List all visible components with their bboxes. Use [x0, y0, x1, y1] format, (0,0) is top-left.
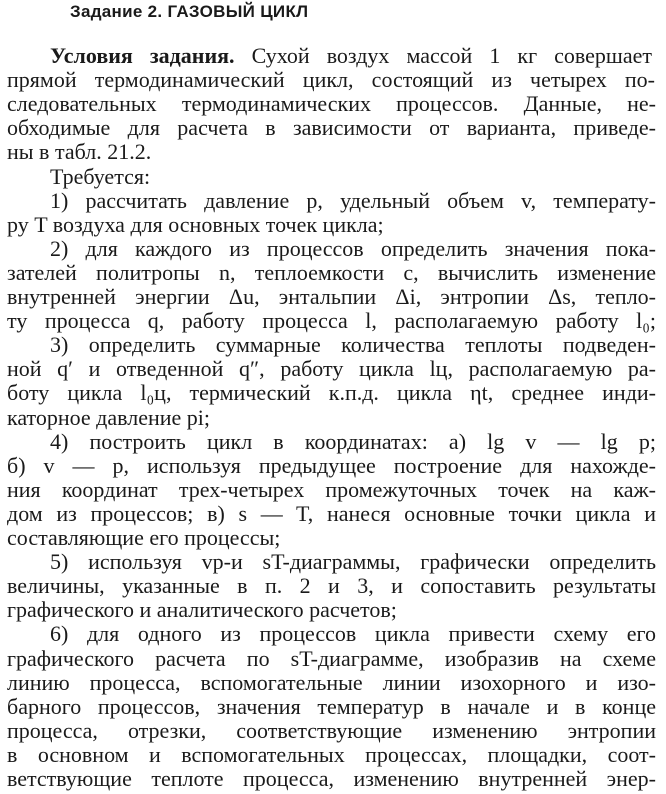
- text-line: 2) для каждого из процессов определить значения пока-: [50, 235, 656, 261]
- text-line: [50, 44, 652, 68]
- text-line: в основном и вспомогательных процессах, площадки, соот-: [7, 741, 656, 767]
- text-line: 6) для одного из процессов цикла привести схему его: [50, 621, 656, 647]
- text-line: ной q′ и отведенной q″, работу цикла lц, располагаемую ра-: [7, 356, 656, 382]
- text-line: барного процессов, значения температур в начале и в конце: [7, 693, 656, 719]
- text-line: зателей политропы n, теплоемкости c, вычислить изменение: [7, 259, 656, 285]
- conditions-text: Сухой воздух массой 1 кг совершает: [234, 43, 652, 68]
- text-line: 1) рассчитать давление p, удельный объем v, температу-: [50, 187, 656, 213]
- conditions-label: Условия задания.: [50, 43, 235, 68]
- text-line: следовательных термодинамических процессов. Данные, не-: [7, 91, 656, 117]
- text-line: графического и аналитического расчетов;: [7, 597, 397, 623]
- text-line: ту процесса q, работу процесса l, располагаемую работу l₀;: [7, 308, 656, 334]
- text-line: Требуется:: [50, 163, 151, 189]
- text-line: линию процесса, вспомогательные линии изохорного и изо-: [7, 669, 656, 695]
- text-line: прямой термодинамический цикл, состоящий из четырех по-: [7, 67, 655, 93]
- text-line: графического расчета по sT-диаграмме, изобразив на схеме: [7, 645, 656, 671]
- assignment-heading: Задание 2. ГАЗОВЫЙ ЦИКЛ: [70, 2, 309, 21]
- text-line: величины, указанные в п. 2 и 3, и сопоставить результаты: [7, 573, 656, 599]
- text-line: процесса, отрезки, соответствующие изменению энтропии: [7, 717, 656, 743]
- text-line: ветствующие теплоте процесса, изменению внутренней энер-: [7, 766, 656, 791]
- text-line: 4) построить цикл в координатах: а) lg v — lg p;: [50, 428, 656, 454]
- text-line: боту цикла l₀ц, термический к.п.д. цикла ηt, среднее инди-: [7, 380, 656, 406]
- text-line: б) v — p, используя предыдущее построение для нахожде-: [7, 452, 656, 478]
- text-line: ния координат трех-четырех промежуточных точек на каж-: [7, 476, 656, 502]
- text-line: обходимые для расчета в зависимости от варианта, приведе-: [7, 115, 656, 141]
- text-line: 5) используя vp-и sT-диаграммы, графически определить: [50, 549, 656, 575]
- text-line: дом из процессов; в) s — T, нанеся основные точки цикла и: [7, 500, 656, 526]
- text-line: 3) определить суммарные количества теплоты подведен-: [50, 332, 656, 358]
- text-line: внутренней энергии Δu, энтальпии Δi, энтропии Δs, тепло-: [7, 284, 656, 309]
- text-line: ру T воздуха для основных точек цикла;: [7, 211, 384, 237]
- text-line: составляющие его процессы;: [7, 525, 281, 550]
- text-line: ны в табл. 21.2.: [7, 139, 152, 165]
- text-line: каторное давление pi;: [7, 404, 211, 430]
